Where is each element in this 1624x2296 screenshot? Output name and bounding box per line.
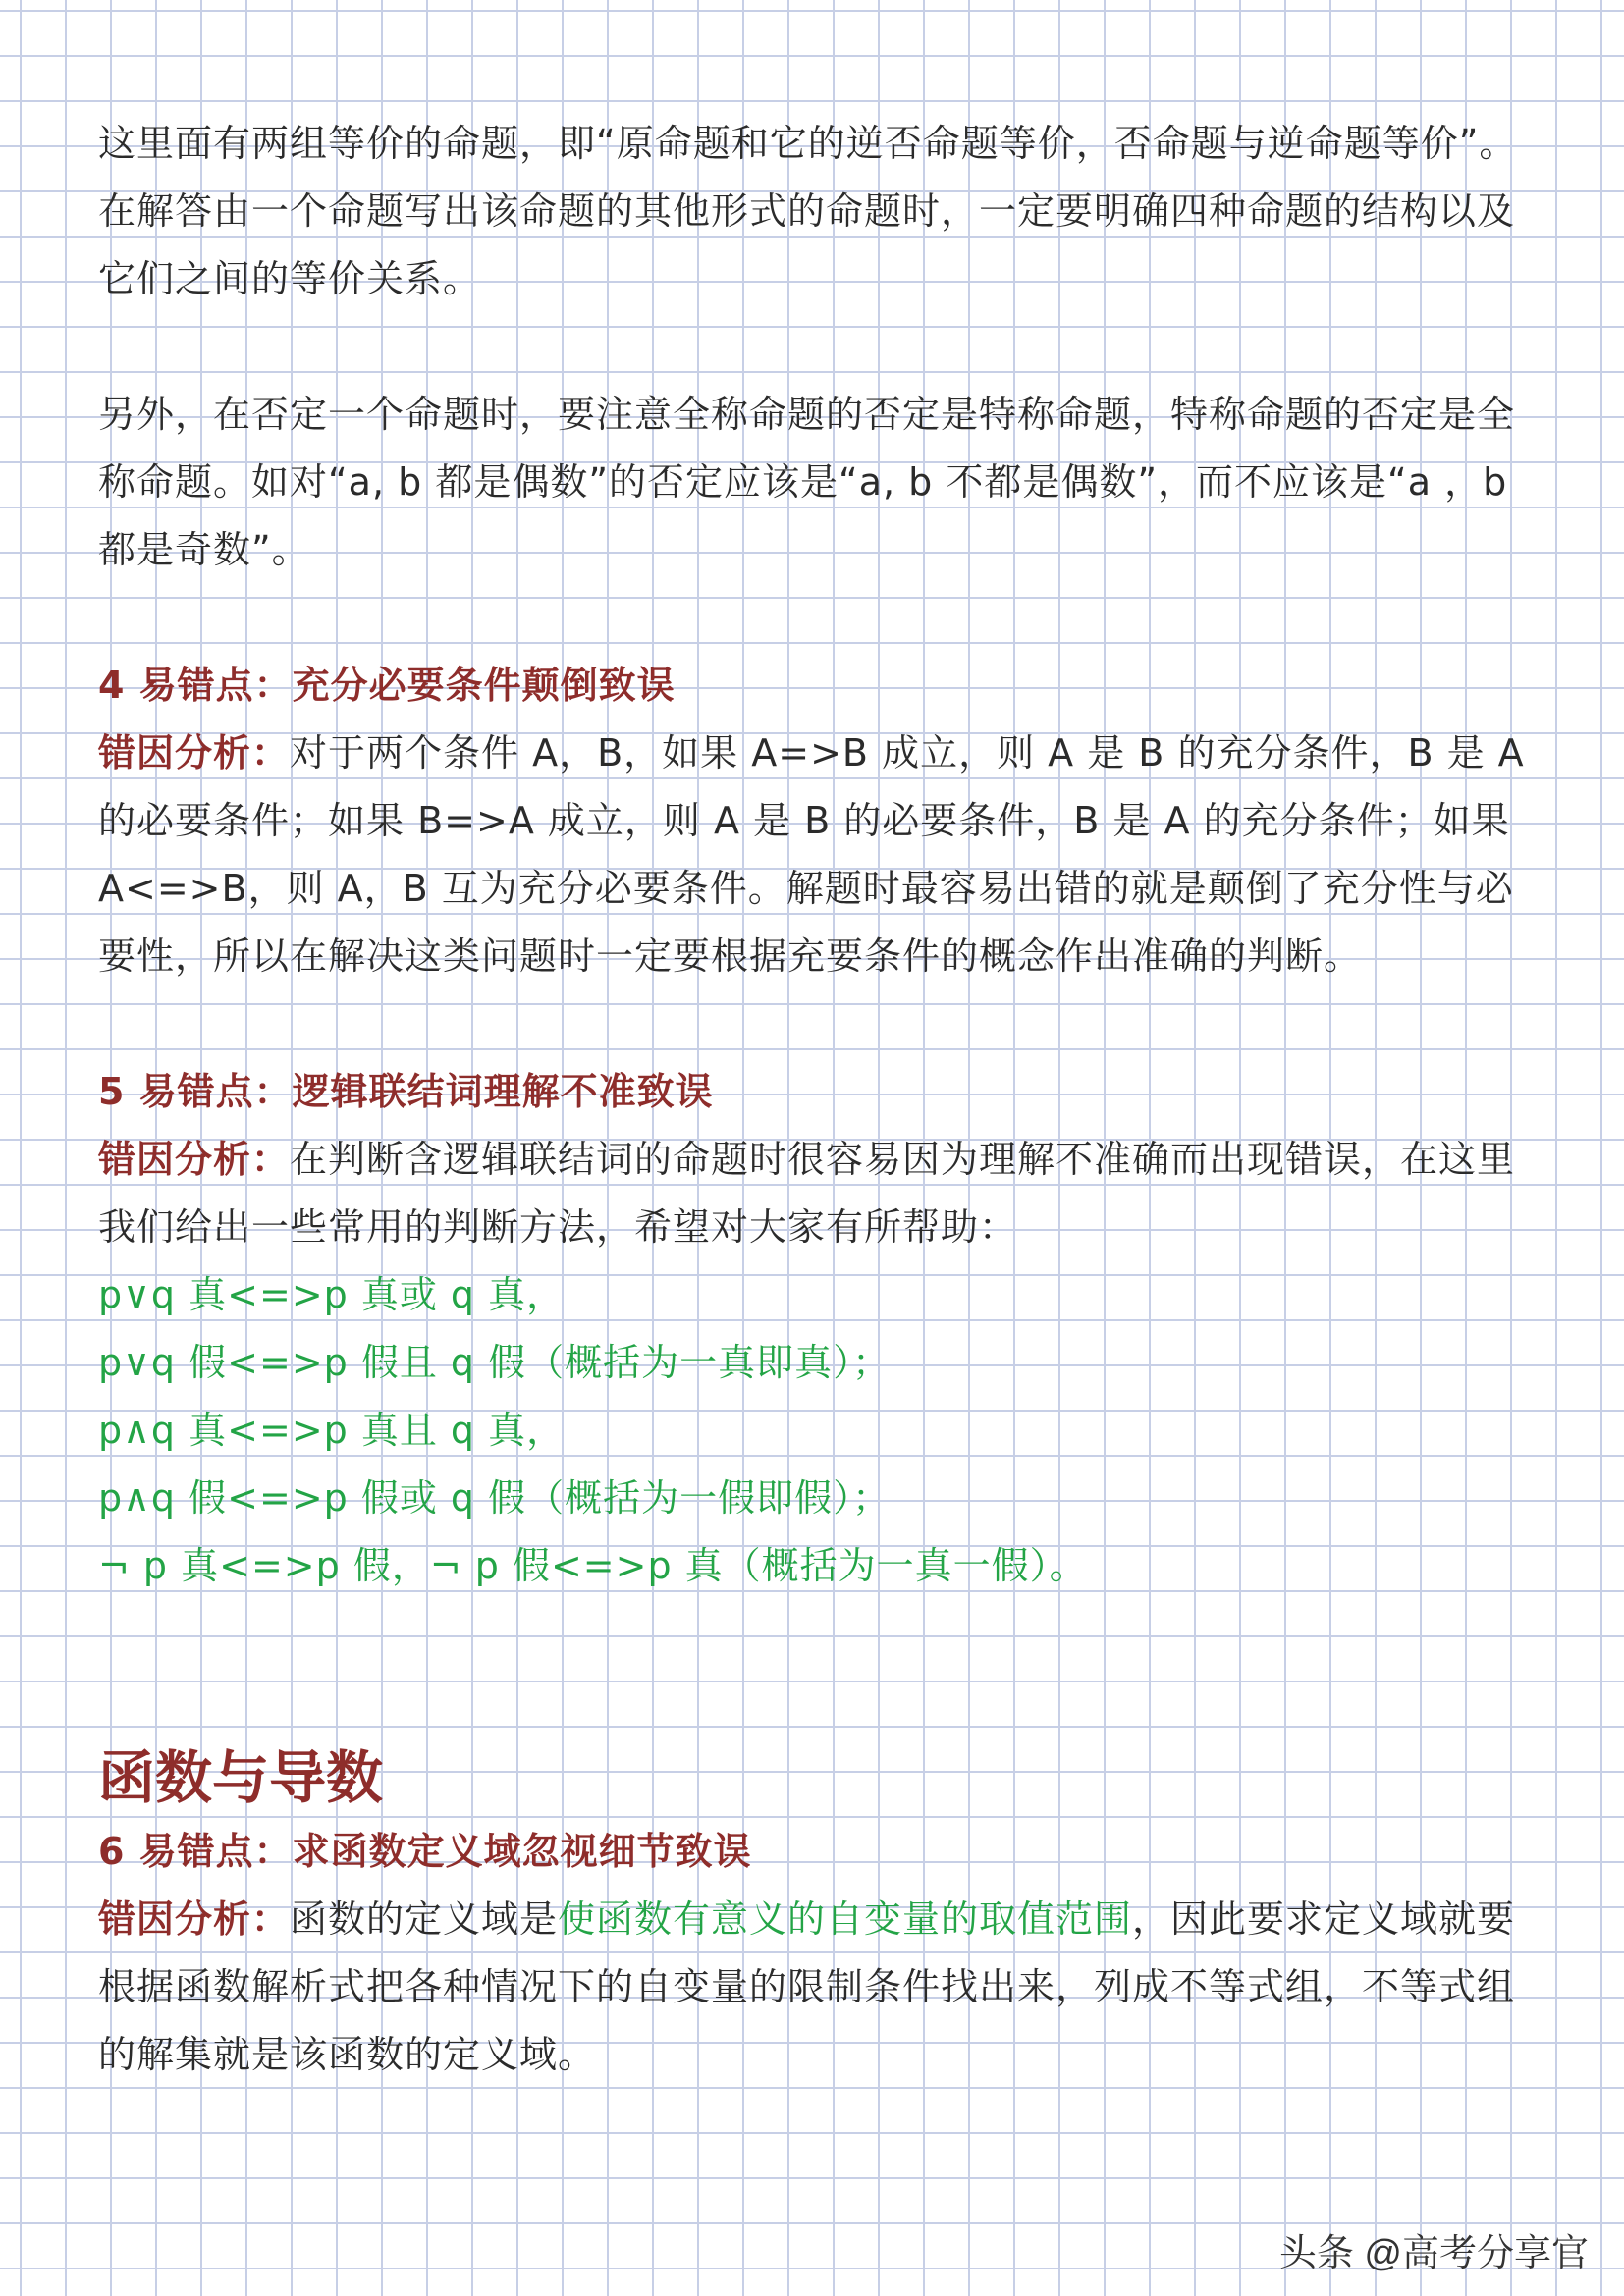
item4-text: 对于两个条件 A，B，如果 A=>B 成立，则 A 是 B 的充分条件，B 是 A 的必要条件；如果 B=>A 成立，则 A 是 B 的必要条件，B 是 A 的充分条件；如果 A<=>B，则 A，B 互为充分必要条件。解题时最容易出错的就是颠倒了充分性与必要性，所以在解决这类问题时一定要根据充要条件的概念作出准确的判断。	[98, 731, 1525, 978]
item4-paragraph	[98, 720, 1532, 990]
intro-paragraph-1: 这里面有两组等价的命题，即“原命题和它的逆否命题等价，否命题与逆命题等价”。在解答由一个命题写出该命题的其他形式的命题时，一定要明确四种命题的结构以及它们之间的等价关系。	[98, 122, 1518, 300]
intro-paragraph-2: 另外，在否定一个命题时，要注意全称命题的否定是特称命题，特称命题的否定是全称命题。如对“a, b 都是偶数”的否定应该是“a, b 不都是偶数”，而不应该是“a ，b 都是奇数”。	[98, 393, 1516, 571]
item6-text-after: ，因此要求定义域就要根据函数解析式把各种情况下的自变量的限制条件找出来，列成不等式组，不等式组的解集就是该函数的定义域。	[98, 1897, 1516, 2076]
item5-paragraph	[98, 1126, 1532, 1261]
logic-rule-4: p∧q 假<=>p 假或 q 假（概括为一假即假）；	[98, 1476, 892, 1520]
item6-highlight: 使函数有意义的自变量的取值范围	[558, 1897, 1133, 1941]
document-body	[98, 110, 1532, 2089]
item6-label: 错因分析：	[98, 1897, 291, 1941]
item5-label: 错因分析：	[98, 1138, 291, 1181]
item5-text: 在判断含逻辑联结词的命题时很容易因为理解不准确而出现错误，在这里我们给出一些常用的判断方法，希望对大家有所帮助：	[98, 1138, 1516, 1249]
item4-heading: 4 易错点：充分必要条件颠倒致误	[98, 664, 676, 707]
item6-paragraph	[98, 1886, 1532, 2089]
section-title: 函数与导数	[98, 1744, 384, 1811]
logic-rule-2: p∨q 假<=>p 假且 q 假（概括为一真即真）；	[98, 1341, 892, 1384]
logic-rule-1: p∨q 真<=>p 真或 q 真，	[98, 1273, 566, 1316]
logic-rule-5: ¬ p 真<=>p 假，¬ p 假<=>p 真（概括为一真一假）。	[98, 1544, 1088, 1587]
spacer	[98, 1600, 1532, 1737]
item5-heading: 5 易错点：逻辑联结词理解不准致误	[98, 1070, 714, 1113]
spacer	[98, 313, 1532, 381]
watermark: 头条 @高考分享官	[1278, 2233, 1589, 2274]
logic-rule-3: p∧q 真<=>p 真且 q 真，	[98, 1409, 566, 1452]
spacer	[98, 584, 1532, 652]
item6-text-before: 函数的定义域是	[290, 1897, 559, 1941]
item4-label: 错因分析：	[98, 731, 291, 774]
item6-heading: 6 易错点：求函数定义域忽视细节致误	[98, 1830, 752, 1873]
spacer	[98, 990, 1532, 1058]
